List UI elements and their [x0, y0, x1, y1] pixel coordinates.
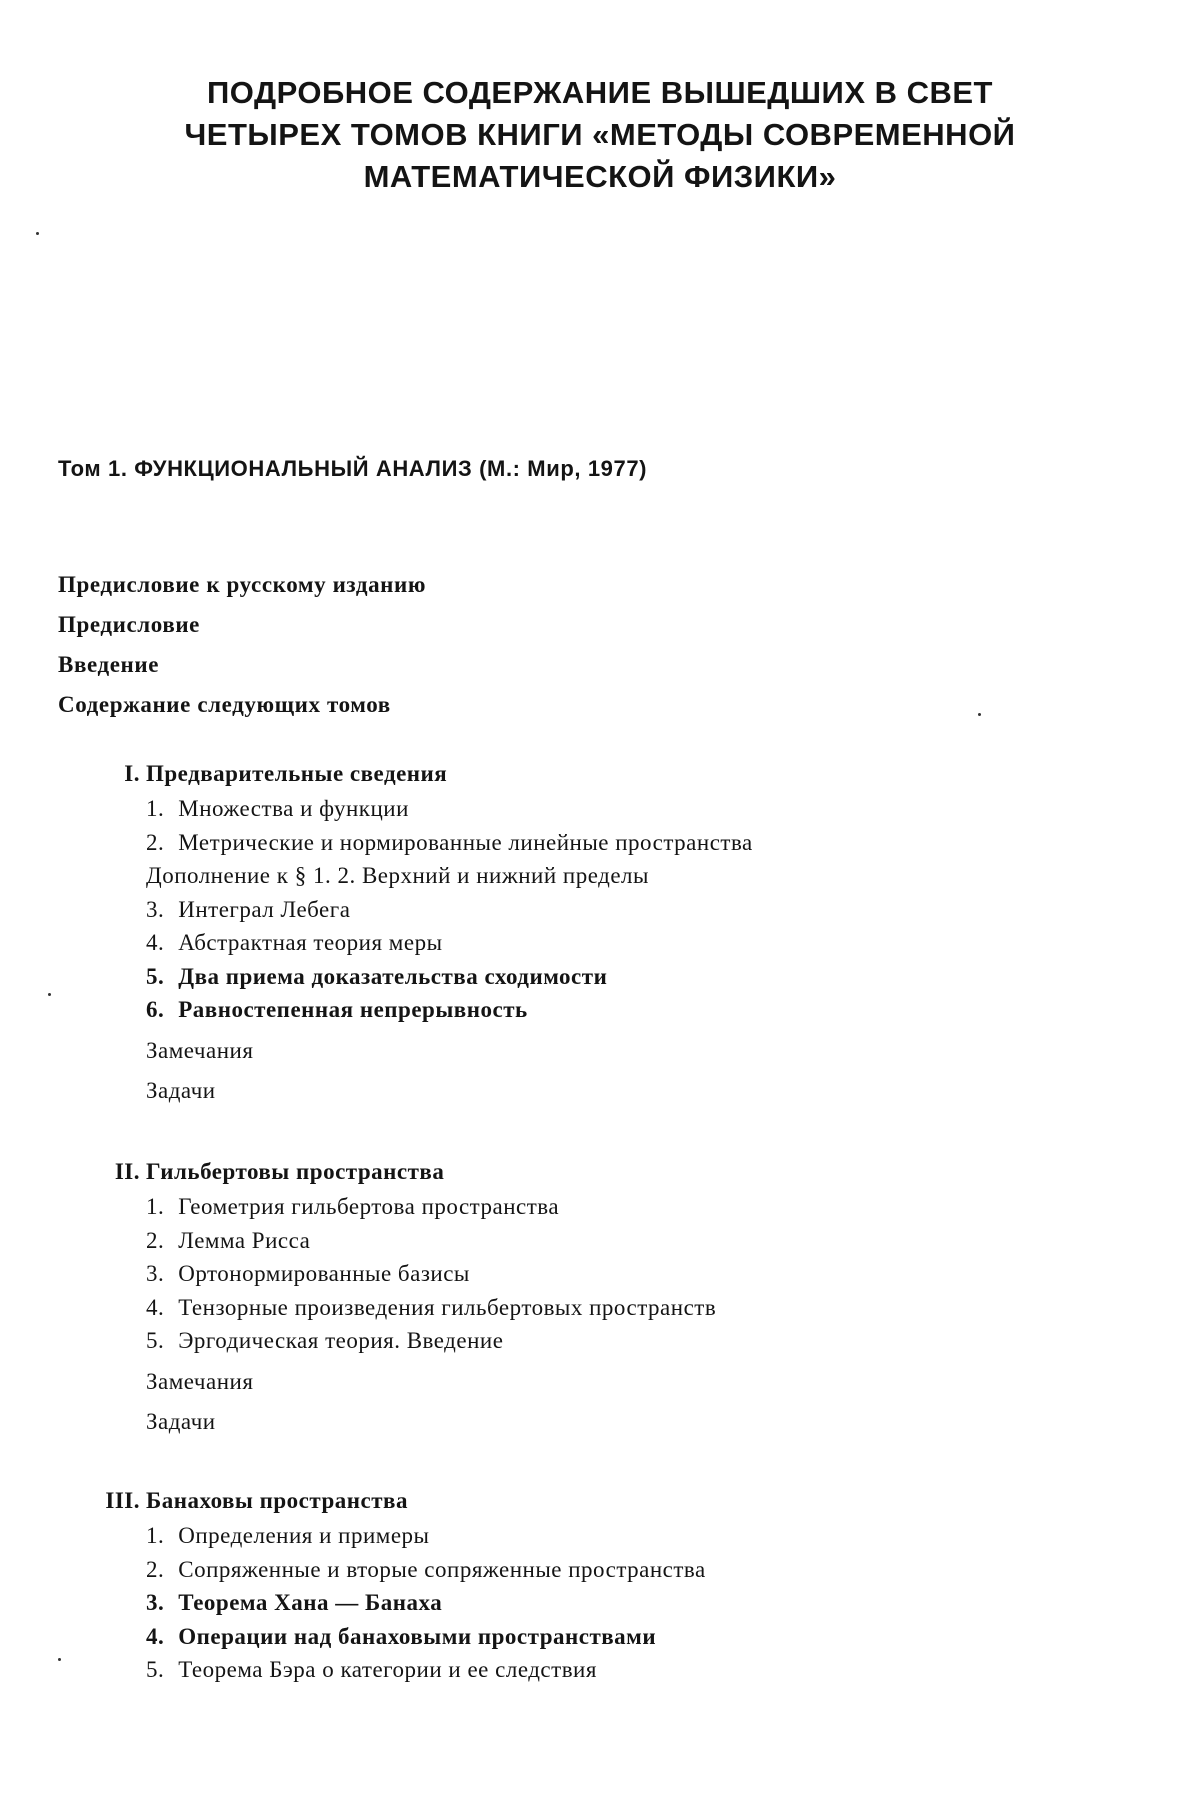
section-item — [146, 1620, 706, 1654]
section-item — [146, 1324, 716, 1358]
section-item — [146, 826, 753, 860]
section-title: Равностепенная непрерывность — [178, 997, 528, 1022]
section-item — [146, 792, 753, 826]
front-matter-item: Предисловие к русскому изданию — [58, 572, 427, 597]
section-list — [96, 792, 753, 1027]
chapter-extras — [96, 1362, 716, 1442]
notes-label: Замечания — [146, 1368, 254, 1394]
section-title: Метрические и нормированные линейные пространства — [178, 829, 753, 855]
chapter-3 — [96, 1483, 706, 1687]
section-list — [96, 1519, 706, 1687]
section-item — [146, 893, 753, 927]
section-title: Дополнение к § 1. 2. Верхний и нижний пределы — [146, 863, 649, 888]
section-list — [96, 1190, 716, 1358]
section-title: Операции над банаховыми пространствами — [178, 1623, 657, 1649]
section-number: 4. — [146, 930, 165, 955]
section-number: 6. — [146, 997, 165, 1022]
section-title: Лемма Рисса — [178, 1227, 311, 1253]
title-line: ПОДРОБНОЕ СОДЕРЖАНИЕ ВЫШЕДШИХ В СВЕТ — [207, 75, 993, 110]
front-matter-item: Предисловие — [58, 612, 200, 637]
chapter-1 — [96, 756, 753, 1111]
section-number: 1. — [146, 1523, 165, 1548]
title-line: МАТЕМАТИЧЕСКОЙ ФИЗИКИ» — [363, 159, 837, 194]
section-title: Тензорные произведения гильбертовых пространств — [178, 1294, 717, 1320]
section-number: 2. — [146, 1556, 165, 1582]
chapter-heading — [96, 756, 753, 792]
problems-label: Задачи — [146, 1408, 216, 1434]
section-item — [146, 859, 753, 893]
section-item — [146, 1224, 716, 1258]
section-item — [146, 1653, 706, 1687]
title-line: ЧЕТЫРЕХ ТОМОВ КНИГИ «МЕТОДЫ СОВРЕМЕННОЙ — [184, 117, 1016, 152]
section-title: Два приема доказательства сходимости — [178, 963, 608, 989]
chapter-title: Банаховы пространства — [146, 1488, 408, 1513]
chapter-heading — [96, 1154, 716, 1190]
section-item — [146, 1553, 706, 1587]
chapter-2 — [96, 1154, 716, 1442]
chapter-number: I. — [124, 761, 140, 786]
section-title: Множества и функции — [178, 796, 409, 821]
section-title: Сопряженные и вторые сопряженные пространства — [178, 1556, 706, 1582]
section-number: 3. — [146, 1261, 165, 1286]
section-number: 3. — [146, 1590, 165, 1615]
section-number: 2. — [146, 829, 165, 855]
section-title: Интеграл Лебега — [178, 896, 351, 922]
section-item — [146, 1519, 706, 1553]
scan-speck — [48, 993, 51, 996]
chapter-heading — [96, 1483, 706, 1519]
section-number: 5. — [146, 963, 165, 989]
section-item — [146, 1291, 716, 1325]
section-item — [146, 960, 753, 994]
section-title: Абстрактная теория меры — [178, 930, 443, 955]
front-matter-list — [58, 565, 426, 725]
section-number: 1. — [146, 1194, 165, 1219]
notes-label: Замечания — [146, 1037, 254, 1063]
chapter-title: Гильбертовы пространства — [146, 1159, 445, 1184]
section-number: 4. — [146, 1294, 165, 1320]
section-number: 2. — [146, 1227, 165, 1253]
section-number: 4. — [146, 1623, 165, 1649]
document-title — [60, 72, 1140, 198]
front-matter-item: Введение — [58, 652, 160, 677]
section-item — [146, 1257, 716, 1291]
front-matter-item: Содержание следующих томов — [58, 692, 391, 717]
chapter-number: III. — [105, 1488, 140, 1513]
section-number: 5. — [146, 1328, 165, 1353]
section-item — [146, 993, 753, 1027]
section-title: Эргодическая теория. Введение — [178, 1328, 504, 1353]
volume-heading: Том 1. ФУНКЦИОНАЛЬНЫЙ АНАЛИЗ (М.: Мир, 1977) — [58, 456, 648, 481]
chapter-title: Предварительные сведения — [146, 761, 448, 786]
problems-label: Задачи — [146, 1077, 216, 1103]
section-number: 1. — [146, 796, 165, 821]
scan-speck — [58, 1658, 61, 1661]
section-number: 5. — [146, 1657, 165, 1682]
section-number: 3. — [146, 896, 165, 922]
section-item — [146, 1586, 706, 1620]
chapter-number: II. — [114, 1159, 140, 1184]
section-item — [146, 1190, 716, 1224]
scan-speck — [36, 232, 39, 235]
section-title: Определения и примеры — [178, 1523, 430, 1548]
section-title: Геометрия гильбертова пространства — [178, 1194, 560, 1219]
section-title: Теорема Бэра о категории и ее следствия — [178, 1657, 597, 1682]
section-title: Ортонормированные базисы — [178, 1261, 470, 1286]
chapter-extras — [96, 1031, 753, 1111]
section-title: Теорема Хана — Банаха — [178, 1590, 443, 1615]
scan-speck — [978, 713, 981, 716]
section-item — [146, 926, 753, 960]
